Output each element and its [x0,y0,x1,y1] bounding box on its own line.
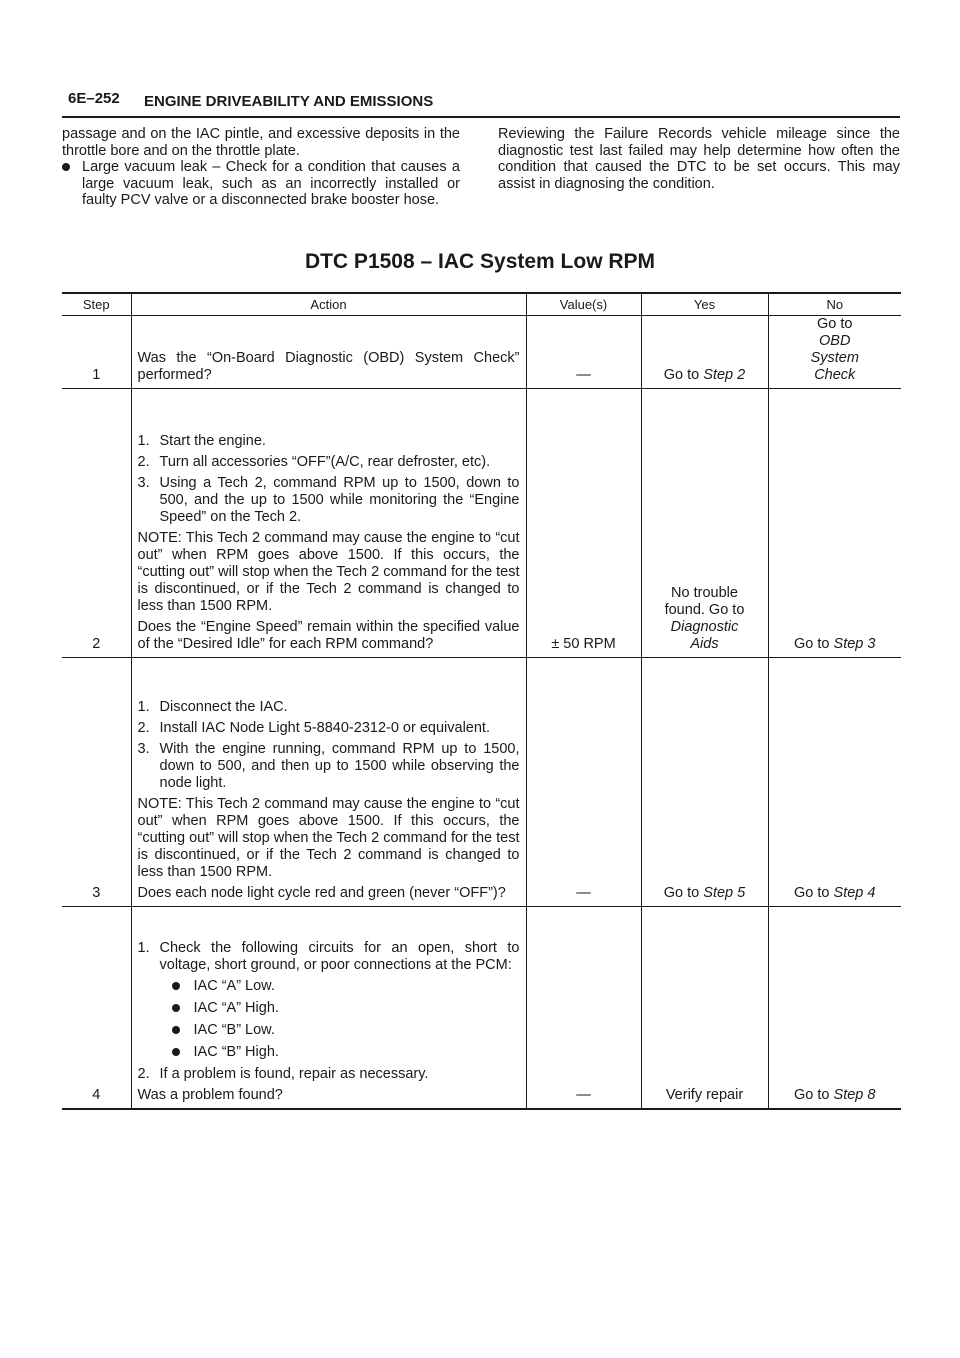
no-step-link[interactable]: Step 3 [833,636,876,652]
no-step-link[interactable]: OBD System Check [810,333,859,383]
bullet-text: IAC “B” High. [193,1043,279,1060]
step-number: 3 [62,658,131,907]
bullet-icon [172,1004,180,1012]
no-prefix: Go to [794,885,830,901]
value-cell: ± 50 RPM [526,389,641,658]
action-item [138,475,520,526]
no-cell [768,389,901,658]
item-text: Using a Tech 2, command RPM up to 1500, down to 500, and the up to 1500 while monitoring the “Engine Speed” on the Tech 2. [159,475,520,525]
item-text: Disconnect the IAC. [159,699,288,715]
item-number: 1. [137,699,150,715]
table-header-row [62,293,901,316]
action-question: Was the “On-Board Diagnostic (OBD) System Check” performed? [137,350,520,383]
action-item [138,699,520,716]
no-cell [768,316,901,389]
yes-prefix: No trouble found. Go to [664,585,745,618]
value-cell: — [526,658,641,907]
no-cell [768,658,901,907]
item-text: If a problem is found, repair as necessary. [159,1065,429,1082]
yes-cell: Verify repair [641,907,768,1109]
section-title: ENGINE DRIVEABILITY AND EMISSIONS [144,93,434,110]
item-text: Install IAC Node Light 5-8840-2312-0 or equivalent. [159,720,490,736]
intro-paragraph: passage and on the IAC pintle, and excessive deposits in the throttle bore and on the throttle plate. [62,126,460,159]
item-number: 2. [137,454,150,470]
column-header-yes: Yes [641,293,768,316]
table-row [62,907,901,1109]
item-number: 1. [137,433,150,449]
item-number: 2. [137,1065,150,1082]
action-question: Was a problem found? [137,1086,283,1103]
table-row [62,658,901,907]
action-cell [131,316,526,389]
diagnostic-table [62,292,901,1110]
item-text: With the engine running, command RPM up to 1500, down to 500, and then up to 1500 while observing the node light. [159,741,520,791]
step-number: 4 [62,907,131,1109]
no-prefix: Go to [794,1086,830,1103]
item-number: 1. [137,939,150,956]
item-number: 3. [137,741,150,757]
action-item [138,433,520,450]
action-cell [131,658,526,907]
action-item [138,454,520,471]
item-number: 3. [137,475,150,491]
header-rule [62,116,900,118]
table-row [62,316,901,389]
value-cell: — [526,316,641,389]
item-text: Turn all accessories “OFF”(A/C, rear defroster, etc). [159,454,491,470]
column-header-step: Step [62,293,131,316]
action-item [138,940,520,974]
yes-cell [641,389,768,658]
page-header [62,88,900,118]
value-cell: — [526,907,641,1109]
dtc-title: DTC P1508 – IAC System Low RPM [304,250,656,273]
action-question: Does each node light cycle red and green (never “OFF”)? [137,885,506,901]
action-question: Does the “Engine Speed” remain within the specified value of the “Desired Idle” for each RPM command? [137,619,520,652]
column-header-action: Action [131,293,526,316]
intro-bullet-text: Large vacuum leak – Check for a condition that causes a large vacuum leak, such as an incorrectly installed or faulty PCV valve or a disconnected brake booster hose. [82,159,460,208]
bullet-icon [172,982,180,990]
no-cell [768,907,901,1109]
circuit-bullet [138,1044,520,1061]
action-cell [131,907,526,1109]
circuit-bullet [138,978,520,995]
item-text: Check the following circuits for an open, short to voltage, short ground, or poor connections at the PCM: [159,939,520,973]
yes-cell [641,658,768,907]
bullet-text: IAC “B” Low. [193,1021,275,1038]
intro-right-paragraph: Reviewing the Failure Records vehicle mileage since the diagnostic test last failed may help determine how often the condition that caused the DTC to be set occurs. This may assist in diagnosing the condition. [498,126,900,192]
yes-step-link[interactable]: Diagnostic Aids [670,619,739,652]
step-number: 1 [62,316,131,389]
no-step-link[interactable]: Step 8 [833,1086,876,1103]
bullet-icon [62,163,70,171]
yes-cell [641,316,768,389]
bullet-text: IAC “A” Low. [193,977,275,994]
no-prefix: Go to [817,316,853,332]
action-item [138,1066,520,1083]
no-prefix: Go to [794,636,830,652]
bullet-icon [172,1048,180,1056]
bullet-text: IAC “A” High. [193,999,279,1016]
yes-prefix: Go to [663,885,700,901]
table-row [62,389,901,658]
column-header-no: No [768,293,901,316]
column-header-values: Value(s) [526,293,641,316]
yes-step-link[interactable]: Step 2 [703,367,746,383]
step-number: 2 [62,389,131,658]
intro-bullet [62,159,460,209]
action-note: NOTE: This Tech 2 command may cause the engine to “cut out” when RPM goes above 1500. If this occurs, the “cutting out” will stop when the Tech 2 command for the test is discontinued, or if the Tech 2 command is changed to less than 1500 RPM. [137,530,520,614]
item-text: Start the engine. [159,433,266,449]
circuit-bullet [138,1022,520,1039]
action-item [138,741,520,792]
circuit-bullet [138,1000,520,1017]
no-step-link[interactable]: Step 4 [833,885,876,901]
yes-step-link[interactable]: Step 5 [703,885,746,901]
intro-left-column [62,126,460,209]
action-note: NOTE: This Tech 2 command may cause the engine to “cut out” when RPM goes above 1500. If this occurs, the “cutting out” will stop when the Tech 2 command for the test is discontinued, or if the Tech 2 command is changed to less than 1500 RPM. [137,796,520,880]
item-number: 2. [137,720,150,736]
page-number: 6E–252 [68,90,120,107]
bullet-icon [172,1026,180,1034]
action-item [138,720,520,737]
action-cell [131,389,526,658]
yes-prefix: Go to [663,367,700,383]
